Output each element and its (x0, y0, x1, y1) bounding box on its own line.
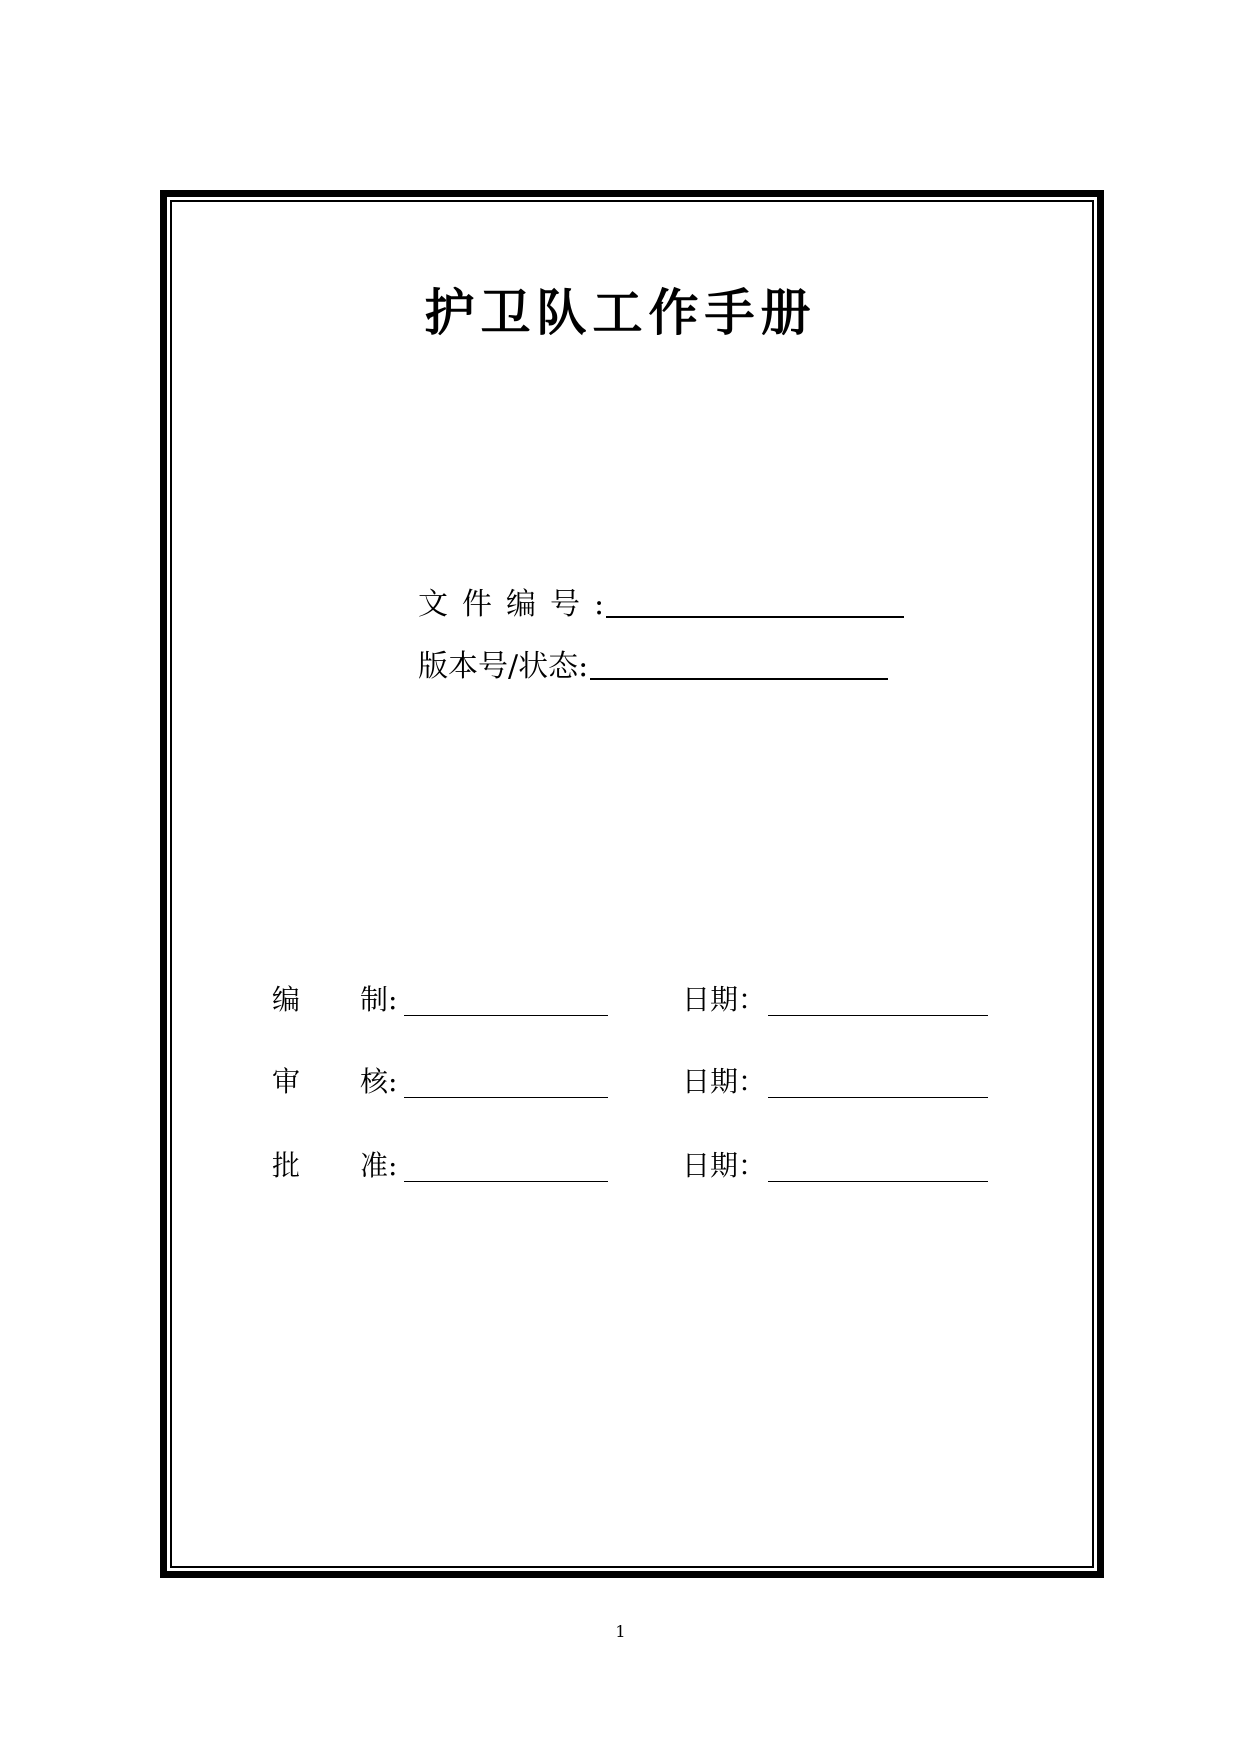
signoff-row-approved (272, 1148, 992, 1184)
document-title: 护卫队工作手册 (424, 284, 817, 342)
signoff-row-prepared (272, 982, 992, 1018)
prepared-label-char1: 编 (272, 983, 301, 1016)
page-border-inner (170, 200, 1094, 1568)
approved-date-label: 日期： (682, 1149, 767, 1182)
file-number-row (418, 580, 904, 620)
prepared-date-field[interactable] (768, 1015, 988, 1016)
approved-by-field[interactable] (404, 1181, 608, 1182)
reviewed-date-label: 日期： (682, 1065, 767, 1098)
page-number: 1 (615, 1622, 626, 1641)
reviewed-label-char2: 核: (360, 1065, 398, 1098)
prepared-by-field[interactable] (404, 1015, 608, 1016)
approved-label-char1: 批 (272, 1149, 301, 1182)
prepared-label-char2: 制: (360, 983, 398, 1016)
approved-date-field[interactable] (768, 1181, 988, 1182)
version-status-label: 版本号/状态 (418, 649, 579, 684)
file-number-field[interactable] (606, 614, 904, 618)
signoff-row-reviewed (272, 1064, 992, 1100)
reviewed-date-field[interactable] (768, 1097, 988, 1098)
version-status-field[interactable] (590, 676, 888, 680)
version-status-colon: : (578, 649, 589, 684)
prepared-date-label: 日期： (682, 983, 767, 1016)
version-status-row (418, 642, 888, 682)
file-number-colon: : (594, 587, 605, 622)
reviewed-label-char1: 审 (272, 1065, 301, 1098)
approved-label-char2: 准: (360, 1149, 398, 1182)
reviewed-by-field[interactable] (404, 1097, 608, 1098)
file-number-label: 文件编号 (418, 587, 594, 622)
